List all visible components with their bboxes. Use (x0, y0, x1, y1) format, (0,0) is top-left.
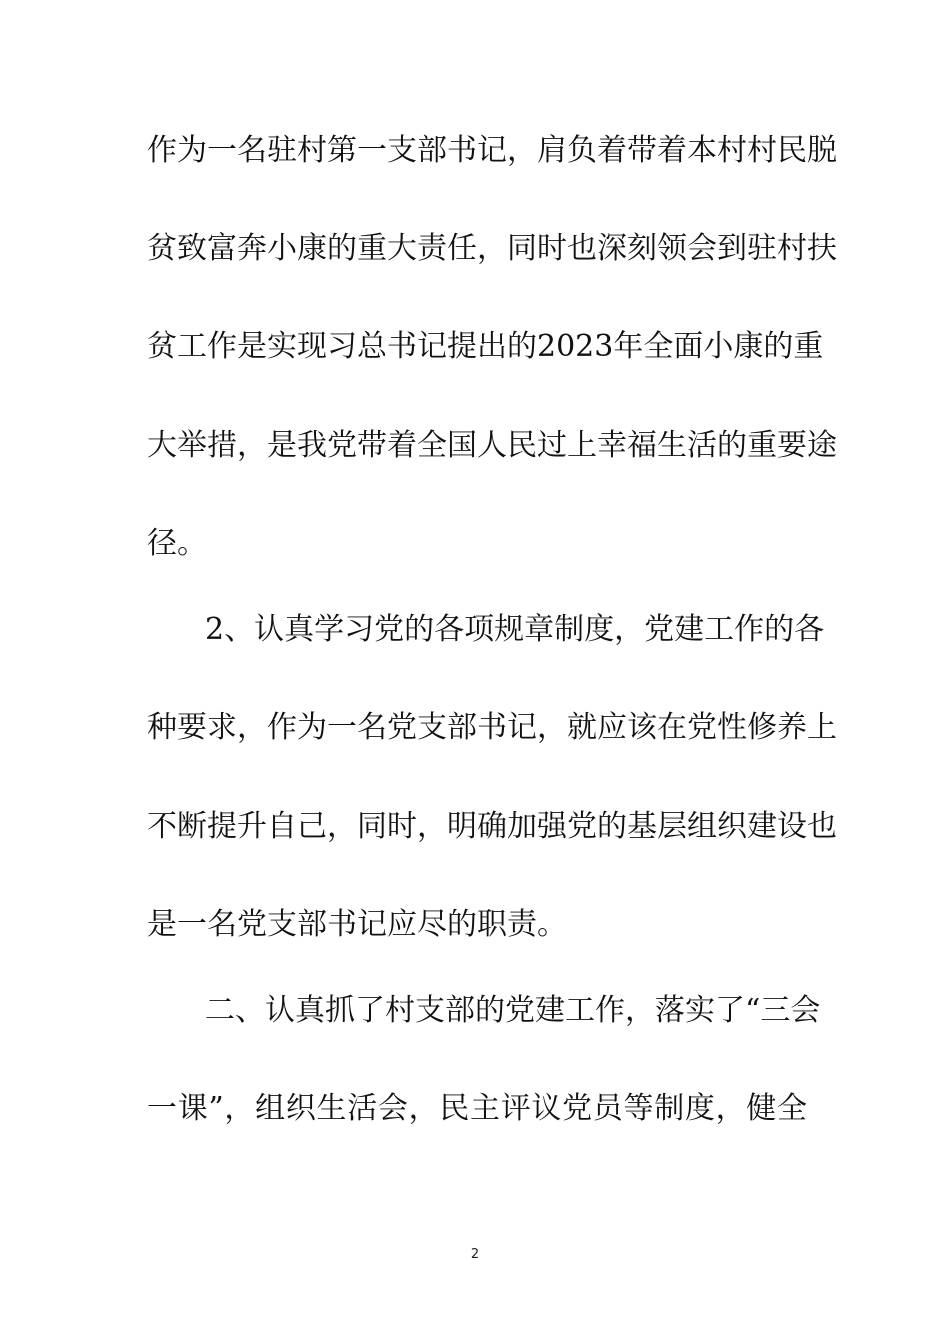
text-line: 不断提升自己，同时，明确加强党的基层组织建设也 (147, 809, 837, 844)
text-line: 大举措，是我党带着全国人民过上幸福生活的重要途 (147, 428, 837, 463)
page-number: 2 (470, 1247, 480, 1262)
text-line: 2、认真学习党的各项规章制度，党建工作的各 (205, 612, 825, 647)
text-line: 作为一名驻村第一支部书记，肩负着带着本村村民脱 (147, 133, 837, 168)
text-line: 种要求，作为一名党支部书记，就应该在党性修养上 (147, 710, 837, 745)
text-line: 径。 (147, 526, 207, 561)
text-line: 一课”，组织生活会，民主评议党员等制度，健全 (147, 1091, 807, 1126)
text-line: 是一名党支部书记应尽的职责。 (147, 907, 567, 942)
text-line: 贫工作是实现习总书记提出的2023年全面小康的重 (147, 329, 824, 364)
text-line: 二、认真抓了村支部的党建工作，落实了“三会 (205, 993, 821, 1028)
text-line: 贫致富奔小康的重大责任，同时也深刻领会到驻村扶 (147, 231, 837, 266)
